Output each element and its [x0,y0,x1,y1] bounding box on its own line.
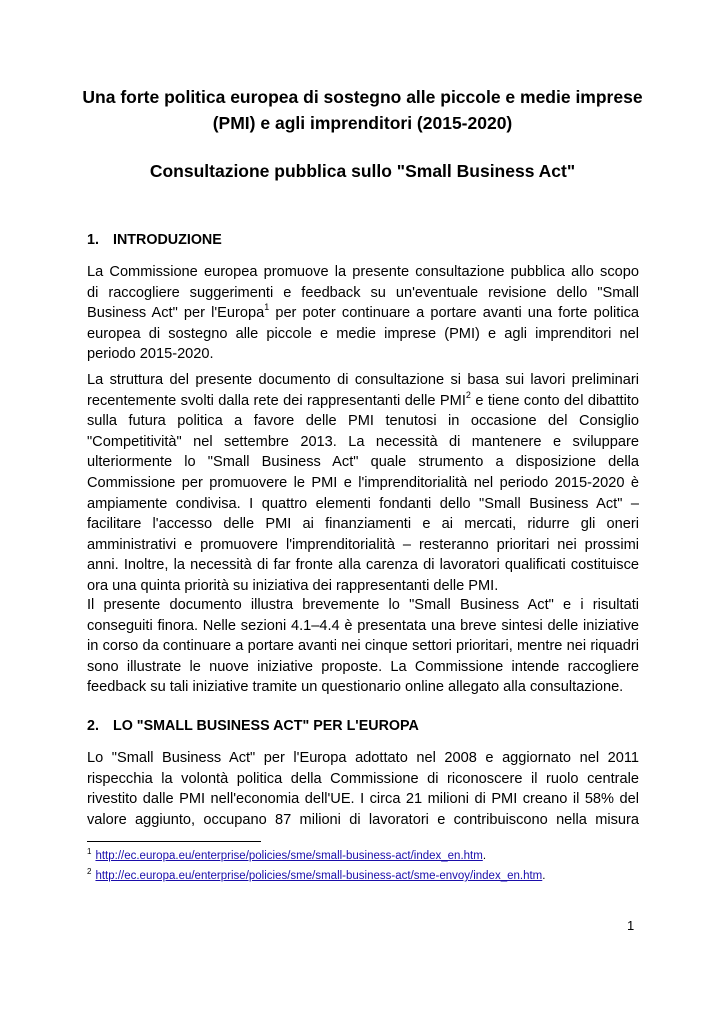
text-line: feedback su tali iniziative tramite un questionario online allegato alla consultazione. [87,679,624,696]
text-line: ulteriormente lo "Small Business Act" quale strumento a disposizione della [87,454,639,471]
document-title [60,84,665,136]
footnote-number: 1 [87,847,92,857]
document-subtitle: Consultazione pubblica sullo "Small Business Act" [149,161,576,181]
footnote-ref-1[interactable]: 1 [264,302,270,313]
section-1-heading [87,230,222,250]
text-line: valore aggiunto, occupano 87 milioni di lavoratori e contribuiscono nella misura [87,811,639,828]
text-line: sulla futura politica a favore delle PMI tenutosi in occasione del Consiglio [87,413,639,430]
text-segment: recentemente svolti dalla rete dei rappresentanti delle PMI [87,392,466,409]
footnote-ref-2[interactable]: 2 [465,389,471,400]
text-line: La struttura del presente documento di consultazione si basa sui lavori preliminari [87,372,639,388]
text-line: amministrativi e promuovere l'imprenditorialità – resteranno prioritari nei prossimi [87,536,639,553]
text-line: europea di sostegno alle piccole e medie imprese (PMI) e agli imprenditori nel [87,325,639,342]
text-line: La Commissione europea promuove la presente consultazione pubblica allo scopo [87,264,639,280]
title-line-1: Una forte politica europea di sostegno alle piccole e medie imprese [82,87,643,107]
text-line: Lo "Small Business Act" per l'Europa adottato nel 2008 e aggiornato nel 2011 [87,750,639,766]
text-line: Il presente documento illustra brevemente lo "Small Business Act" e i risultati [87,597,639,613]
section-1-number: 1. [87,232,99,248]
section-2-paragraph-1 [87,748,639,830]
section-2-number: 2. [87,718,99,734]
text-line: in corso da continuare a portare avanti nei cinque settori prioritari, mentre nei riquadri [87,638,639,655]
text-segment: e tiene conto del dibattito [470,392,640,409]
footnote-number: 2 [87,867,92,877]
text-line: di raccogliere suggerimenti e feedback su un'eventuale revisione dello "Small [87,284,639,301]
section-2-title: LO "SMALL BUSINESS ACT" PER L'EUROPA [112,718,419,734]
text-line [87,303,639,324]
footnote-2 [87,868,545,884]
title-line-2: (PMI) e agli imprenditori (2015-2020) [212,113,513,133]
text-line: rispecchia la volontà politica della Commissione di riconoscere il ruolo centrale [87,770,639,787]
text-line: anni. Inoltre, la necessità di far fronte alla carenza di lavoratori qualificati costituisce [87,557,639,574]
text-line: rivestito dalle PMI nell'economia dell'UE. I circa 21 milioni di PMI creano il 58% del [87,791,639,808]
footnote-tail: . [482,850,487,862]
text-line: ampiamente condivisa. I quattro elementi fondanti dello "Small Business Act" – [87,495,639,512]
page-number: 1 [627,918,635,933]
text-segment: per poter continuare a portare avanti una forte politica [269,305,639,322]
text-line: Commissione per promuovere le PMI e l'imprenditorialità nel periodo 2015-2020 è [87,474,639,491]
text-segment: Business Act" per l'Europa [87,305,265,322]
section-1-title: INTRODUZIONE [112,232,222,248]
text-line: periodo 2015-2020. [87,346,214,363]
text-line: sono illustrate le nuove iniziative proposte. La Commissione intende raccogliere [87,658,639,675]
footnote-link[interactable]: http://ec.europa.eu/enterprise/policies/sme/small-business-act/index_en.htm [95,850,483,862]
footnote-1 [87,848,486,864]
text-line [87,391,639,412]
footnote-separator [87,841,261,842]
section-1-paragraph-3 [87,595,639,698]
footnote-link[interactable]: http://ec.europa.eu/enterprise/policies/sme/small-business-act/sme-envoy/index_en.htm [95,870,543,882]
section-2-heading [87,716,419,736]
text-line: facilitare l'accesso delle PMI ai finanziamenti e ai mercati, ridurre gli oneri [87,516,639,533]
text-line: ora una quinta priorità su iniziativa dei rappresentanti delle PMI. [87,577,499,594]
section-1-paragraph-2 [87,370,639,597]
text-line: conseguiti finora. Nelle sezioni 4.1–4.4 è presentata una breve sintesi delle iniziative [87,617,639,634]
section-1-paragraph-1 [87,262,639,365]
footnote-tail: . [542,870,546,882]
text-line: "Competitività" nel settembre 2013. La necessità di mantenere e sviluppare [87,433,639,450]
